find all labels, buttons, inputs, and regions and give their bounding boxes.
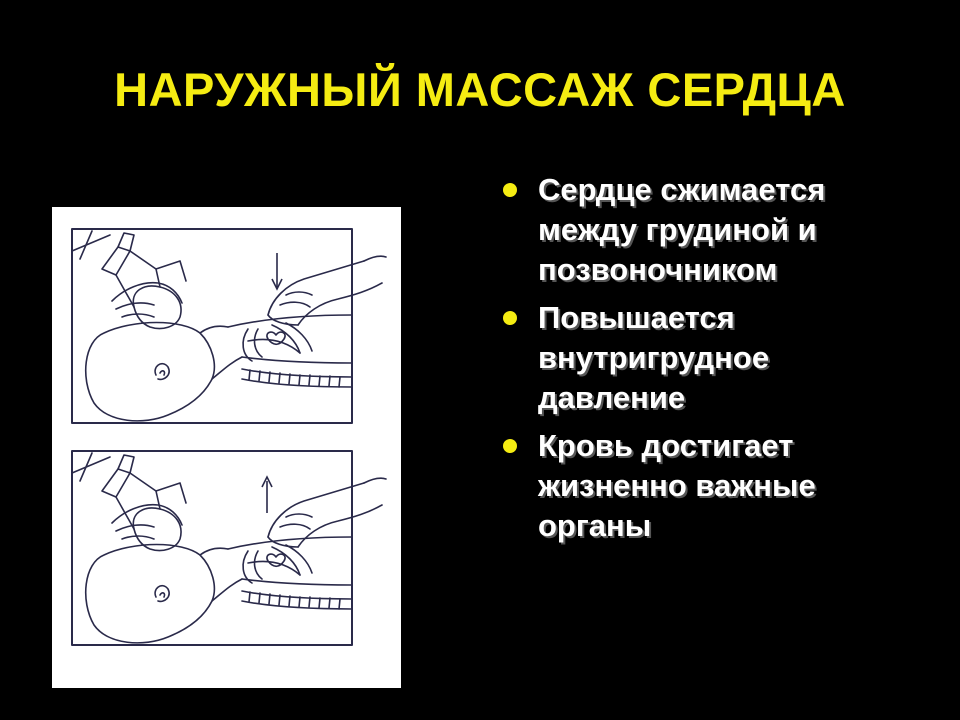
bullet-list (500, 170, 920, 554)
bullet-item (500, 426, 920, 546)
bullet-text: Сердце сжимается между грудиной и позвоночником (538, 172, 826, 287)
illustration-panel (52, 207, 401, 688)
arrow-up-icon (262, 477, 272, 513)
bullet-dot-icon (503, 439, 517, 453)
bullet-item (500, 298, 920, 418)
bullet-dot-icon (503, 183, 517, 197)
bullet-dot-icon (503, 311, 517, 325)
slide-title: НАРУЖНЫЙ МАССАЖ СЕРДЦА (114, 63, 846, 116)
bullet-text: Повышается внутригрудное давление (538, 300, 770, 415)
compression-drawing (72, 229, 386, 423)
cpr-illustration (52, 207, 401, 688)
arrow-down-icon (272, 253, 282, 289)
bullet-text: Кровь достигает жизненно важные органы (538, 428, 816, 543)
release-drawing (72, 451, 386, 645)
bullet-item (500, 170, 920, 290)
